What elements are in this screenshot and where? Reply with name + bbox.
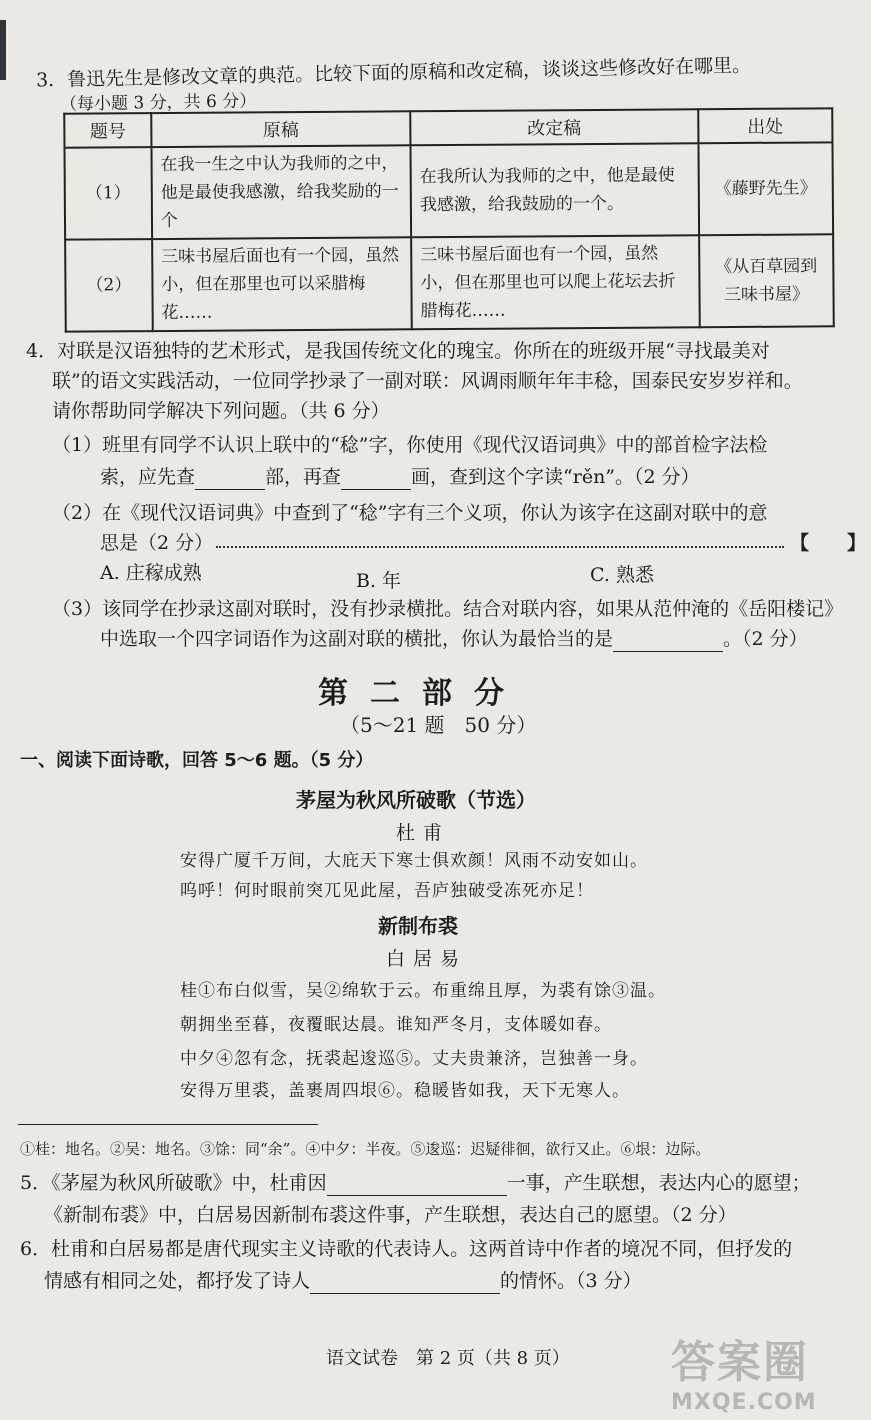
table-header-row xyxy=(64,108,832,147)
answer-blank-q5[interactable] xyxy=(327,1173,507,1196)
answer-blank-strokes[interactable] xyxy=(341,467,411,490)
q4-stem-line1: 4．对联是汉语独特的艺术形式，是我国传统文化的瑰宝。你所在的班级开展“寻找最美对 xyxy=(26,340,770,362)
q5-text-a: 5．《茅屋为秋风所破歌》中，杜甫因 xyxy=(20,1172,327,1194)
row-revised: 三味书屋后面也有一个园，虽然小，但在那里也可以爬上花坛去折腊梅花…… xyxy=(411,235,699,329)
q5-line2: 《新制布裘》中，白居易因新制布裘这件事，产生联想，表达自己的愿望。（2 分） xyxy=(44,1204,737,1226)
option-c: C. 熟悉 xyxy=(590,564,654,586)
q4-part1-line1: （1）班里有同学不认识上联中的“稔”字，你使用《现代汉语词典》中的部首检字法检 xyxy=(52,434,768,456)
q4-part1-text-c: 画，查到这个字读“rěn”。（2 分） xyxy=(411,466,700,488)
row-original: 在我一生之中认为我师的之中，他是最使我感激，给我奖励的一个 xyxy=(151,145,411,239)
table-row xyxy=(65,234,834,331)
answer-blank-heading[interactable] xyxy=(613,629,723,652)
poem2-line: 桂①布白似雪，吴②绵软于云。布重绵且厚，为裘有馀③温。 xyxy=(180,981,666,1001)
watermark-url: MXQE.COM xyxy=(671,1390,817,1415)
scan-edge xyxy=(0,20,6,80)
poem2-line: 安得万里裘，盖裹周四垠⑥。稳暖皆如我，天下无寒人。 xyxy=(180,1081,630,1101)
watermark-logo xyxy=(671,1326,861,1415)
q4-part3-line2 xyxy=(100,626,808,652)
header-no: 题号 xyxy=(64,113,151,148)
q4-part1-text-b: 部，再查 xyxy=(265,466,342,488)
poem1-line: 呜呼！何时眼前突兀见此屋，吾庐独破受冻死亦足！ xyxy=(180,881,594,901)
poem2-author: 白居易 xyxy=(386,948,468,970)
part-range: （5～21 题 50 分） xyxy=(340,713,537,737)
page-footer: 语文试卷 第 2 页（共 8 页） xyxy=(326,1348,570,1369)
option-a: A. 庄稼成熟 xyxy=(100,562,202,584)
section-one-heading: 一、阅读下面诗歌，回答 5～6 题。（5 分） xyxy=(20,750,374,771)
q4-stem-line3: 请你帮助同学解决下列问题。（共 6 分） xyxy=(52,400,390,422)
footnotes: ①桂：地名。②吴：地名。③馀：同“余”。④中夕：半夜。⑤逡巡：迟疑徘徊，欲行又止。⑥垠：边际。 xyxy=(20,1140,711,1158)
footnote-divider xyxy=(18,1124,318,1125)
q4-part3-end: 。（2 分） xyxy=(723,628,808,650)
q3-comparison-table xyxy=(63,107,835,332)
row-source: 《从百草园到三味书屋》 xyxy=(699,234,834,327)
answer-blank-radical[interactable] xyxy=(195,467,265,490)
q5-text-b: 一事，产生联想，表达内心的愿望； xyxy=(506,1172,811,1194)
q4-part1-line2 xyxy=(100,464,700,490)
q6-line1: 6．杜甫和白居易都是唐代现实主义诗歌的代表诗人。这两首诗中作者的境况不同，但抒发的 xyxy=(20,1238,793,1260)
q6-line2 xyxy=(44,1268,642,1294)
row-revised: 在我所认为我师的之中，他是最使我感激，给我鼓励的一个。 xyxy=(410,143,698,237)
poem2-line: 朝拥坐至暮，夜覆眠达晨。谁知严冬月，支体暖如春。 xyxy=(180,1015,612,1035)
q3-stem: 3．鲁迅先生是修改文章的典范。比较下面的原稿和改定稿，谈谈这些修改好在哪里。 xyxy=(35,54,752,92)
poem1-author: 杜甫 xyxy=(396,822,451,844)
poem1-title: 茅屋为秋风所破歌（节选） xyxy=(296,788,536,812)
row-original: 三味书屋后面也有一个园，虽然小，但在那里也可以采腊梅花…… xyxy=(152,237,412,331)
row-no: （1） xyxy=(64,147,152,240)
q6-text-a: 情感有相同之处，都抒发了诗人 xyxy=(44,1270,311,1292)
poem2-title: 新制布裘 xyxy=(378,914,458,938)
q4-part3-line1: （3）该同学在抄录这副对联时，没有抄录横批。结合对联内容，如果从范仲淹的《岳阳楼记》 xyxy=(52,598,844,620)
poem2-line: 中夕④忽有念，抚裘起逡巡⑤。丈夫贵兼济，岂独善一身。 xyxy=(180,1049,648,1069)
q4-stem-line2: 联”的语文实践活动，一位同学抄录了一副对联：风调雨顺年年丰稔，国泰民安岁岁祥和。 xyxy=(52,370,803,392)
leader-dots xyxy=(216,546,784,548)
answer-bracket[interactable]: 【 】 xyxy=(790,532,867,554)
option-b: B. 年 xyxy=(356,570,402,592)
watermark-text: 答案圈 xyxy=(671,1337,809,1388)
header-source: 出处 xyxy=(698,108,832,143)
header-revised: 改定稿 xyxy=(410,109,698,145)
header-original: 原稿 xyxy=(151,111,410,147)
poem1-line: 安得广厦千万间，大庇天下寒士俱欢颜！风雨不动安如山。 xyxy=(180,851,648,871)
q4-part2-line2: 思是（2 分） xyxy=(100,532,214,554)
q4-part3-text: 中选取一个四字词语作为这副对联的横批，你认为最恰当的是 xyxy=(100,628,614,650)
row-no: （2） xyxy=(65,239,153,332)
row-source: 《藤野先生》 xyxy=(698,142,833,235)
answer-blank-q6[interactable] xyxy=(310,1271,500,1294)
part-heading: 第二部分 xyxy=(318,676,526,711)
q6-text-b: 的情怀。（3 分） xyxy=(500,1270,642,1292)
table-row xyxy=(64,142,833,239)
q4-part2-line1: （2）在《现代汉语词典》中查到了“稔”字有三个义项，你认为该字在这副对联中的意 xyxy=(52,502,768,524)
q4-part1-text-a: 索，应先查 xyxy=(100,466,196,488)
q5-line1 xyxy=(20,1170,811,1196)
q3-score: （每小题 3 分，共 6 分） xyxy=(59,91,257,115)
